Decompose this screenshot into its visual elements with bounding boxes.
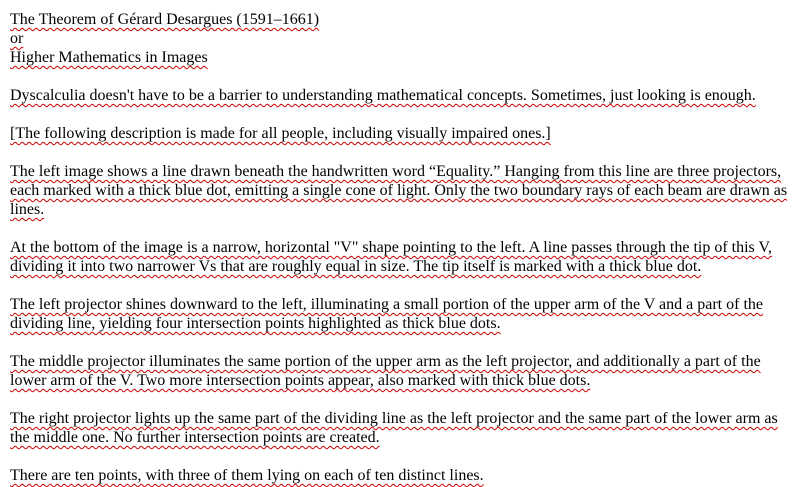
paragraph-v-shape: At the bottom of the image is a narrow, horizontal "V" shape pointing to the left. A line passes through the tip of this V, dividing it into two narrower Vs that are roughly equal in size. The tip itself is marked with a thick blue dot. [10,239,772,275]
title-line-3: Higher Mathematics in Images [10,49,208,66]
title-line-2: or [10,30,24,47]
paragraph-left-image: The left image shows a line drawn beneath the handwritten word “Equality.” Hanging from this line are three projectors, each marked with a thick blue dot, emitting a single cone of light. Only the two boundary rays of each beam are drawn as lines. [10,163,788,218]
paragraph-accessibility-note: [The following description is made for all people, including visually impaired ones.] [10,125,551,142]
paragraph-conclusion: There are ten points, with three of them lying on each of ten distinct lines. [10,467,484,484]
paragraph-middle-projector: The middle projector illuminates the same portion of the upper arm as the left projector, and additionally a part of the lower arm of the V. Two more intersection points appear, also marked with thick blue dots. [10,353,761,389]
title-line-1: The Theorem of Gérard Desargues (1591–1661) [10,11,320,28]
paragraph-right-projector: The right projector lights up the same part of the dividing line as the left projector and the same part of the lower arm as the middle one. No further intersection points are created. [10,410,778,446]
document-body [10,10,796,485]
paragraph-left-projector: The left projector shines downward to the left, illuminating a small portion of the upper arm of the V and a part of the dividing line, yielding four intersection points highlighted as thick blue dots. [10,296,763,332]
paragraph-intro: Dyscalculia doesn't have to be a barrier to understanding mathematical concepts. Sometimes, just looking is enough. [10,87,756,104]
document-title [10,10,796,67]
